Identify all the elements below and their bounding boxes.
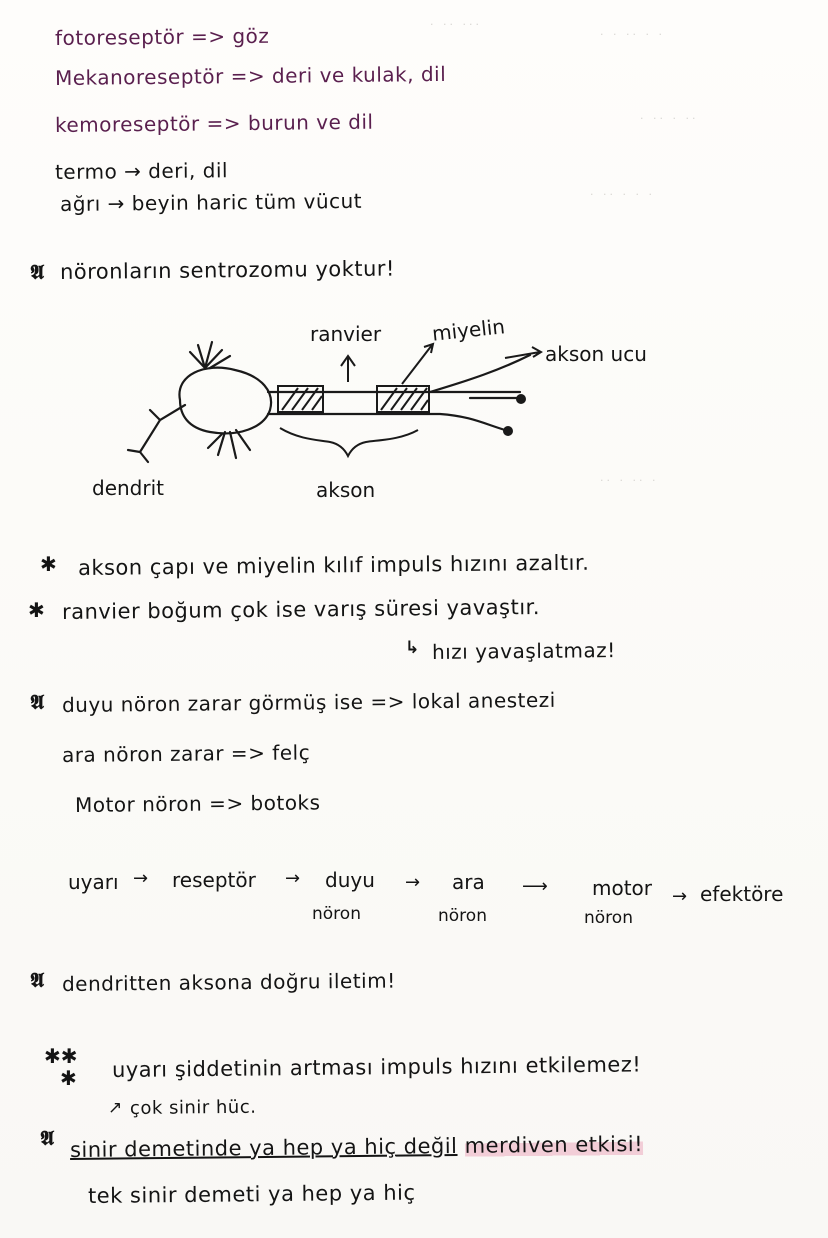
- damage-ara-noron: ara nöron zarar => felç: [61, 740, 311, 767]
- label-akson-ucu: akson ucu: [545, 342, 647, 366]
- bleed-through-marks: · · ·· · ·: [600, 28, 665, 41]
- bleed-through-marks: · ·· ···: [430, 18, 482, 31]
- note-marker-icon: 𝕬: [30, 260, 45, 284]
- fact-ranvier-bogum: ranvier boğum çok ise varış süresi yavaştır.: [61, 594, 541, 624]
- fact-akson-capi: akson çapı ve miyelin kılıf impuls hızını azaltır.: [77, 550, 590, 580]
- bleed-through-marks: ·· · ·· ·: [600, 474, 659, 487]
- receptor-line-mekano: Mekanoreseptör => deri ve kulak, dil: [54, 61, 447, 90]
- fact-uyari-siddeti: uyarı şiddetinin artması impuls hızını etkilemez!: [111, 1052, 642, 1082]
- bleed-through-marks: · ·· · ··: [640, 112, 699, 125]
- axon-terminal-dot: [503, 426, 513, 436]
- receptor-line-agri: ağrı → beyin haric tüm vücut: [59, 188, 363, 216]
- flow-efektor: efektöre: [700, 882, 784, 906]
- note-marker-icon: 𝕬: [30, 968, 45, 992]
- akson-ucu-arrow: [505, 347, 541, 358]
- label-ranvier: ranvier: [310, 322, 382, 346]
- asterisk-icon: ✱: [28, 598, 45, 622]
- flow-arrow-icon: →: [405, 872, 421, 893]
- flow-arrow-icon: →: [133, 868, 149, 889]
- receptor-line-foto: fotoreseptör => göz: [54, 23, 270, 50]
- ranvier-arrow: [341, 356, 355, 382]
- akson-brace: [280, 428, 418, 456]
- note-tek-sinir-demeti: tek sinir demeti ya hep ya hiç: [87, 1180, 416, 1208]
- fact-arrow-icon: ↗: [108, 1098, 123, 1118]
- axon-terminal-dot: [516, 394, 526, 404]
- flow-arrow-icon: →: [672, 886, 688, 907]
- flow-arrow-icon: ⟶: [522, 876, 548, 897]
- flow-arrow-icon: →: [285, 868, 301, 889]
- note-dendrit-akson: dendritten aksona doğru iletim!: [61, 968, 396, 996]
- receptor-line-termo: termo → deri, dil: [54, 158, 229, 184]
- dendrite-top: [190, 342, 230, 368]
- flow-ara: ara: [452, 870, 485, 894]
- label-dendrit: dendrit: [92, 476, 164, 500]
- bleed-through-marks: · ·· · · ·: [590, 188, 655, 201]
- flow-motor-noron: nöron: [584, 908, 633, 928]
- arrow-icon: ↳: [405, 638, 420, 658]
- neuron-diagram: [0, 0, 828, 520]
- cell-body: [179, 368, 271, 434]
- receptor-line-kemo: kemoreseptör => burun ve dil: [54, 109, 374, 137]
- axon-bottom-line: [268, 414, 505, 430]
- note-marker-icon: 𝕬: [30, 690, 45, 714]
- fact-cok-sinir: çok sinir hüc.: [129, 1096, 257, 1119]
- damage-motor-noron: Motor nöron => botoks: [74, 790, 321, 817]
- note-sentrozom: nöronların sentrozomu yoktur!: [59, 256, 396, 284]
- label-akson: akson: [316, 478, 376, 502]
- note-marker-icon: 𝕬: [40, 1126, 55, 1150]
- fact-hizi-yavaslatmaz: hızı yavaşlatmaz!: [431, 638, 616, 664]
- note-sinir-demeti-text: sinir demetinde ya hep ya hiç değil: [69, 1133, 458, 1162]
- flow-reseptor: reseptör: [172, 868, 256, 892]
- dendrite-left: [128, 405, 185, 462]
- asterisk-icon: ✱: [40, 552, 57, 576]
- flow-motor: motor: [592, 876, 653, 900]
- damage-duyu-noron: duyu nöron zarar görmüş ise => lokal anestezi: [61, 687, 556, 717]
- asterisk-icon: ✱: [60, 1066, 77, 1090]
- flow-uyari: uyarı: [68, 870, 119, 894]
- flow-duyu: duyu: [325, 868, 375, 892]
- label-miyelin: miyelin: [430, 314, 507, 346]
- flow-duyu-noron: nöron: [312, 904, 361, 924]
- flow-ara-noron: nöron: [438, 906, 487, 926]
- miyelin-arrow: [402, 344, 433, 384]
- axon-terminal-branch-top: [430, 355, 530, 392]
- asterisk-icon: ✱✱: [44, 1044, 78, 1068]
- note-merdiven-etkisi: merdiven etkisi!: [464, 1131, 644, 1158]
